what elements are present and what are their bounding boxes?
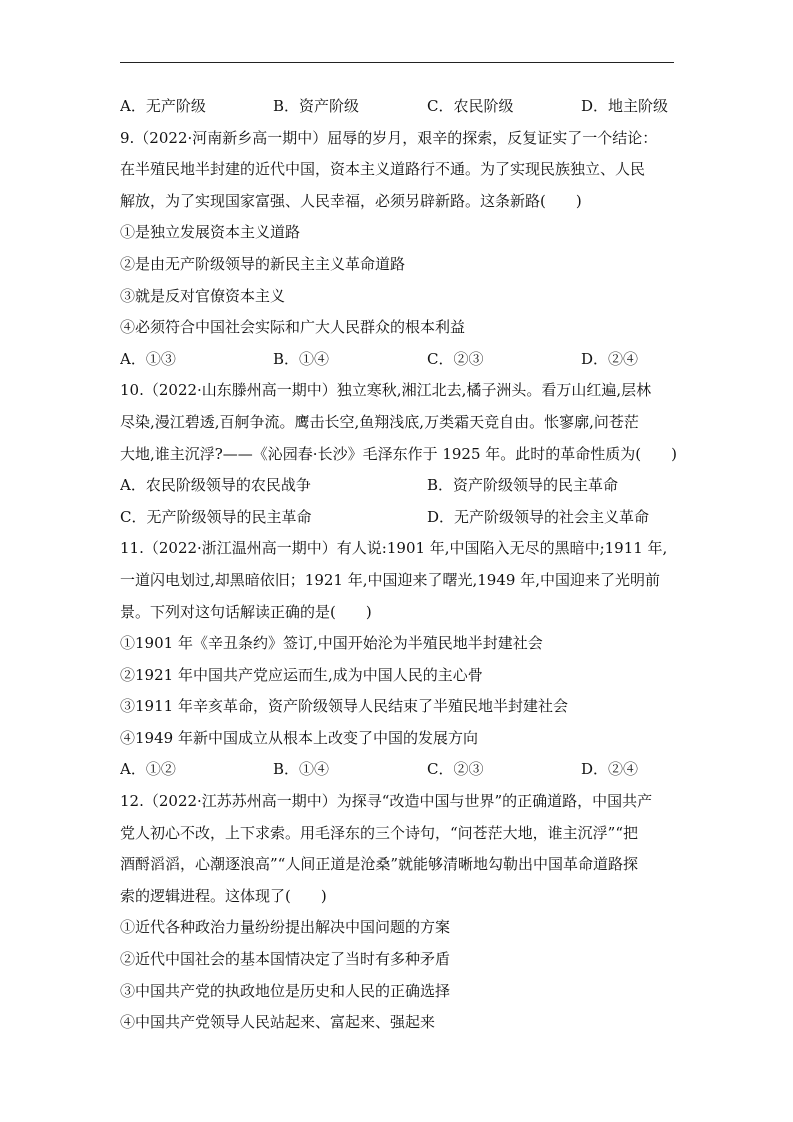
- q12-stem-line: 索的逻辑进程。这体现了( ): [120, 886, 327, 905]
- q9-stem-line: 9.（2022·河南新乡高一期中）屈辱的岁月，艰辛的探索，反复证实了一个结论：: [120, 128, 658, 147]
- q12-item: ①近代各种政治力量纷纷提出解决中国问题的方案: [120, 918, 451, 937]
- q8-option-b: B．资产阶级: [273, 97, 360, 115]
- q10-options-row: [120, 502, 680, 534]
- q10-option-d: D．无产阶级领导的社会主义革命: [427, 507, 650, 526]
- q9-option-b: B．①④: [273, 349, 330, 368]
- q10-option-c: C．无产阶级领导的民主革命: [120, 507, 312, 526]
- q9-options: [120, 344, 680, 376]
- q10-option-a: A．农民阶级领导的农民战争: [120, 476, 311, 495]
- q11-item: ③1911 年辛亥革命，资产阶级领导人民结束了半殖民地半封建社会: [120, 697, 568, 716]
- q8-options: [120, 91, 680, 123]
- q12-stem-line: 党人初心不改，上下求索。用毛泽东的三个诗句，“问苍茫大地，谁主沉浮”“把: [120, 823, 639, 842]
- q11-stem-line: 一道闪电划过,却黑暗依旧；1921 年,中国迎来了曙光,1949 年,中国迎来了光明前: [120, 570, 660, 589]
- q9-stem-line: 在半殖民地半封建的近代中国，资本主义道路行不通。为了实现民族独立、人民: [120, 160, 646, 179]
- q9-option-d: D．②④: [581, 349, 639, 368]
- q11-option-d: D．②④: [581, 760, 639, 779]
- q11-item: ①1901 年《辛丑条约》签订,中国开始沦为半殖民地半封建社会: [120, 634, 543, 653]
- q10-stem-line: 尽染,漫江碧透,百舸争流。鹰击长空,鱼翔浅底,万类霜天竞自由。怅寥廓,问苍茫: [120, 412, 639, 431]
- q11-item: ②1921 年中国共产党应运而生,成为中国人民的主心骨: [120, 665, 483, 684]
- q11-stem-line: 景。下列对这句话解读正确的是( ): [120, 602, 372, 621]
- question-10: [120, 375, 680, 533]
- question-11: [120, 533, 680, 786]
- q12-stem-line: 酒酹滔滔，心潮逐浪高”“人间正道是沧桑”就能够清晰地勾勒出中国革命道路探: [120, 855, 639, 874]
- q9-option-a: A．①③: [120, 349, 176, 368]
- question-12: [120, 786, 680, 1039]
- q9-item: ④必须符合中国社会实际和广大人民群众的根本利益: [120, 318, 466, 337]
- q12-item: ④中国共产党领导人民站起来、富起来、强起来: [120, 1013, 436, 1032]
- q9-option-c: C．②③: [427, 349, 484, 368]
- q12-item: ③中国共产党的执政地位是历史和人民的正确选择: [120, 981, 451, 1000]
- header-rule: [120, 62, 674, 63]
- q12-item: ②近代中国社会的基本国情决定了当时有多种矛盾: [120, 950, 451, 969]
- q9-item: ③就是反对官僚资本主义: [120, 286, 286, 305]
- q8-option-c: C．农民阶级: [427, 97, 514, 115]
- q10-options-row: [120, 470, 680, 502]
- q9-stem-line: 解放，为了实现国家富强、人民幸福，必须另辟新路。这条新路( ): [120, 191, 582, 210]
- q11-option-a: A．①②: [120, 760, 176, 779]
- exam-page: [120, 91, 680, 1039]
- q12-stem-line: 12.（2022·江苏苏州高一期中）为探寻“改造中国与世界”的正确道路，中国共产: [120, 792, 653, 811]
- q10-option-b: B．资产阶级领导的民主革命: [427, 476, 619, 495]
- q9-item: ②是由无产阶级领导的新民主主义革命道路: [120, 254, 406, 273]
- q9-item: ①是独立发展资本主义道路: [120, 223, 301, 242]
- q11-option-c: C．②③: [427, 760, 484, 779]
- question-9: [120, 123, 680, 376]
- q10-stem-line: 10.（2022·山东滕州高一期中）独立寒秋,湘江北去,橘子洲头。看万山红遍,层林: [120, 381, 652, 400]
- q11-item: ④1949 年新中国成立从根本上改变了中国的发展方向: [120, 728, 478, 747]
- q10-stem-line: 大地,谁主沉浮?——《沁园春·长沙》毛泽东作于 1925 年。此时的革命性质为( ): [120, 444, 677, 463]
- q8-option-a: A．无产阶级: [120, 97, 206, 115]
- q11-options: [120, 754, 680, 786]
- q11-stem-line: 11.（2022·浙江温州高一期中）有人说:1901 年,中国陷入无尽的黑暗中;1911 年,: [120, 539, 668, 558]
- q11-option-b: B．①④: [273, 760, 330, 779]
- q8-option-d: D．地主阶级: [581, 97, 669, 115]
